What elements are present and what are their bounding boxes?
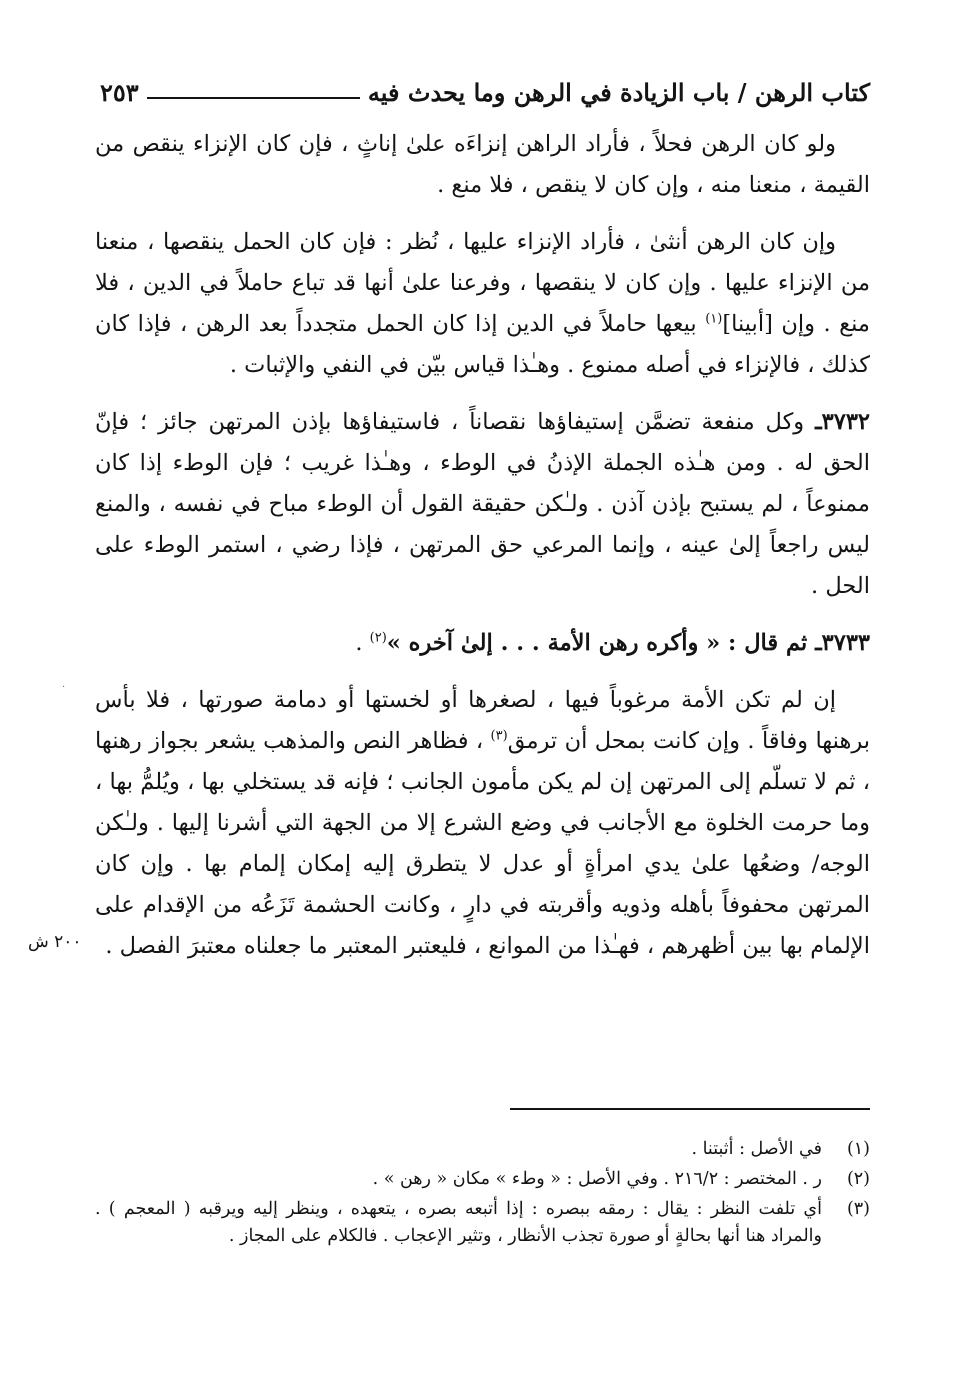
paragraph-5 (95, 680, 870, 967)
footnote-2 (95, 1166, 870, 1193)
footnote-number: (٣) (846, 1199, 870, 1219)
margin-note: ٢٠٠ ش (28, 932, 82, 952)
footnote-text: في الأصل : أثبتنا . (691, 1139, 822, 1159)
paragraph-text: وكل منفعة تضمَّن إستيفاؤها نقصاناً ، فاستيفاؤها بإذن المرتهن جائز ؛ فإنّ الحق له . ومن هـٰذه الجملة الإذنُ في الوطء ، وهـٰذا غريب ؛ فإن الوطء إذا كان ممنوعاً ، لم يستبح بإذن آذن . ولـٰكن حقيقة القول أن الوطء مباح في نفسه ، والمنع ليس راجعاً إلىٰ عينه ، وإنما المرعي حق المرتهن ، فإذا رضي ، استمر الوطء على الحل . (95, 409, 870, 599)
paragraph-text: إن لم تكن الأمة مرغوباً فيها ، لصغرها أو لخستها أو دمامة صورتها ، فلا بأس برهنها وفاقاً . وإن كانت بمحل أن ترمق (95, 687, 870, 754)
footnote-3 (95, 1196, 870, 1250)
header-rule (147, 97, 360, 99)
footnote-separator (510, 1108, 870, 1110)
paragraph-text: وإن كان الرهن أنثىٰ ، فأراد الإنزاء عليها ، نُظر : فإن كان الحمل ينقصها ، منعنا من الإنزاء عليها . وإن كان لا ينقصها ، وفرعنا علىٰ أنها قد تباع حاملاً في الدين ، فلا منع . وإن [أبينا] (95, 229, 870, 337)
paragraph-text: ولو كان الرهن فحلاً ، فأراد الراهن إنزاءَه علىٰ إناثٍ ، فإن كان الإنزاء ينقص من القيمة ، منعنا منه ، وإن كان لا ينقص ، فلا منع . (95, 131, 870, 198)
footnote-1 (95, 1136, 870, 1163)
paragraph-1 (95, 124, 870, 206)
footnote-number: (١) (846, 1139, 870, 1159)
footnote-ref-3[interactable]: (٣) (490, 728, 508, 744)
section-3733 (95, 623, 870, 664)
footnote-number: (٢) (846, 1169, 870, 1189)
page-number: ٢٥٣ (100, 77, 139, 107)
paragraph-text: بيعها حاملاً في الدين إذا كان الحمل متجدداً بعد الرهن ، فإذا كان كذلك ، فالإنزاء في أصله ممنوع . وهـٰذا قياس بيّن في النفي والإثبات . (95, 311, 870, 378)
main-text (95, 124, 870, 983)
scan-mark: · (62, 682, 66, 693)
footnote-text: أي تلفت النظر : يقال : رمقه ببصره : إذا أتبعه بصره ، يتعهده ، وينظر إليه ويرقبه ( المعجم ) . والمراد هنا أنها بحالةٍ أو صورة تجذب الأنظار ، وتثير الإعجاب . فالكلام على المجاز . (95, 1199, 822, 1246)
header-title: كتاب الرهن / باب الزيادة في الرهن وما يحدث فيه (367, 77, 870, 107)
footnotes (95, 1136, 870, 1253)
paragraph-text: ، فظاهر النص والمذهب يشعر بجواز رهنها ، ثم لا تسلّم إلى المرتهن إن لم يكن مأمون الجانب ؛ فإنه قد يستخلي بها ، ويُلمُّ بها ، وما حرمت الخلوة مع الأجانب في وضع الشرع إلا من الجهة التي أشرنا إليها . ولـٰكن الوجه/ وضعُها علىٰ يدي امرأةٍ أو عدل لا يتطرق إليه إمكان إلمام بها . وإن كان المرتهن محفوفاً بأهله وذويه وأقربته في دارٍ ، وكانت الحشمة تَزَعُه من الإقدام على الإلمام بها بين أظهرهم ، فهـٰذا من الموانع ، فليعتبر المعتبر ما جعلناه معتبرَ الفصل . (95, 728, 870, 959)
section-number: ٣٧٣٢ـ (815, 409, 870, 435)
footnote-ref-1[interactable]: (١) (705, 311, 723, 327)
running-header (100, 72, 870, 112)
section-heading: ثم قال : « وأكره رهن الأمة . . . إلىٰ آخره » (386, 630, 816, 656)
footnote-ref-2[interactable]: (٢) (369, 630, 387, 646)
footnote-text: ر . المختصر : ٢١٦/٢ . وفي الأصل : « وطء » مكان « رهن » . (372, 1169, 822, 1189)
section-3732 (95, 402, 870, 607)
paragraph-2 (95, 222, 870, 386)
section-number: ٣٧٣٣ـ (815, 630, 870, 656)
paragraph-text: . (355, 630, 370, 656)
